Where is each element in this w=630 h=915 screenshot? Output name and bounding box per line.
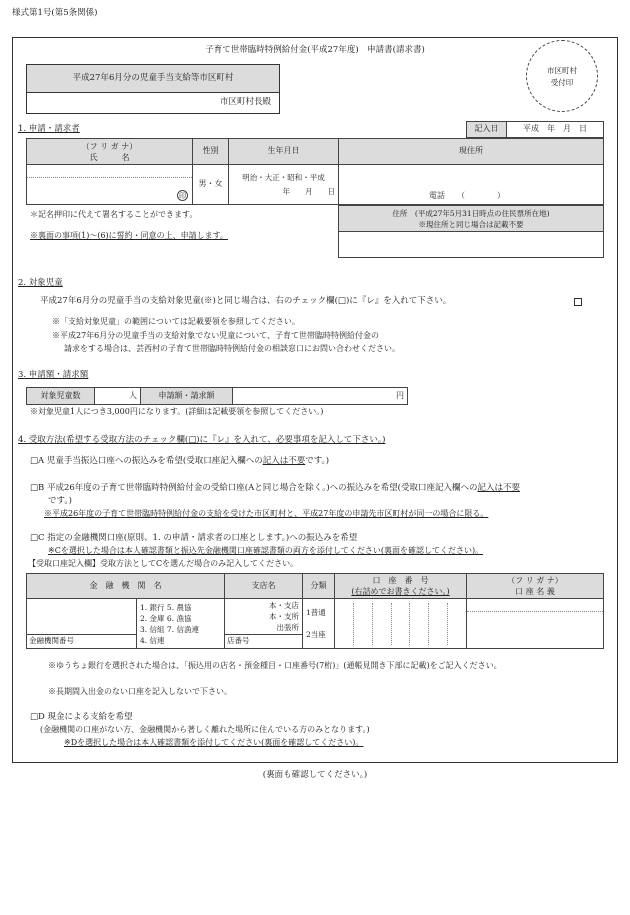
section2-heading: 2. 対象児童	[18, 278, 63, 288]
branch-name-field[interactable]	[225, 599, 303, 635]
section4-heading: 4. 受取方法(希望する受取方法のチェック欄(□)に『レ』を入れて、必要事項を記入して下さい。)	[18, 435, 386, 445]
option-b[interactable]	[30, 483, 614, 494]
stamp-line2: 受付印	[550, 78, 574, 87]
holder-label: 口 座 名 義	[515, 587, 555, 596]
addressee-box	[26, 64, 280, 114]
option-a-text: □A 児童手当振込口座への振込みを希望(受取口座記入欄への	[30, 456, 263, 466]
section3-heading: 3. 申請額・請求額	[18, 370, 89, 380]
option-a-end: です。)	[305, 456, 330, 466]
document-title: 子育て世帯臨時特例給付金(平成27年度) 申請書(請求書)	[205, 45, 425, 55]
child-note1: ※「支給対象児童」の範囲については記載要領を参照してください。	[52, 317, 300, 326]
bank-types-3: 3. 信組 7. 信漁連	[140, 624, 199, 634]
residence-header	[339, 206, 604, 232]
account-number-label: 口 座 番 号	[372, 576, 429, 585]
seal-mark: 印	[179, 192, 186, 200]
entry-date-field[interactable]: 平成 年 月 日	[507, 122, 604, 138]
account-number-sub: (右詰めでお書きください。)	[351, 587, 450, 596]
amount-label: 申請額・請求額	[141, 388, 233, 405]
gender-field[interactable]: 男・女	[193, 165, 229, 205]
amount-note: ※対象児童1人につき3,000円になります。(詳細は記載要領を参照してください。)	[30, 407, 324, 416]
bank-name-field[interactable]	[27, 599, 137, 635]
footer-note: (裏面も確認してください。)	[262, 770, 368, 780]
name-header	[27, 139, 193, 165]
account-type-field[interactable]	[303, 599, 335, 649]
branch-types-3: 出張所	[276, 623, 299, 632]
entry-date-label: 記入日	[467, 122, 507, 138]
residence-note: ※現住所と同じ場合は記載不要	[418, 219, 524, 229]
child-same-text: 平成27年6月分の児童手当の支給対象児童(※)と同じ場合は、右のチェック欄(□)に『レ』を入れて下さい。	[40, 296, 452, 306]
stamp-line1: 市区町村	[547, 66, 577, 75]
addressee-org: 平成27年6月分の児童手当支給等市区町村	[27, 65, 279, 93]
bank-name-header: 金 融 機 関 名	[27, 574, 225, 599]
option-d-desc: (金融機関の口座がない方、金融機関から著しく離れた場所に住んでいる方のみとなります。)	[40, 725, 370, 734]
account-number-header	[335, 574, 467, 599]
option-a[interactable]	[30, 456, 329, 467]
branch-types-1: 本・支店	[269, 601, 299, 610]
agree-note: ※裏面の事項(1)～(6)に誓約・同意の上、申請します。	[30, 231, 229, 240]
furigana-label: （フ リ ガ ナ）	[81, 141, 138, 151]
form-number: 様式第1号(第5条関係)	[12, 8, 98, 18]
option-b-underline: 記入は不要	[477, 483, 520, 493]
address-header: 現住所	[339, 139, 604, 165]
option-b-text: □B 平成26年度の子育て世帯臨時特例給付金の受給口座(Aと同じ場合を除く。)への振込みを希望(受取口座記入欄への	[30, 483, 478, 493]
residence-field[interactable]	[339, 232, 604, 258]
type-header: 分類	[303, 574, 335, 599]
child-note2: ※平成27年6月分の児童手当の支給対象でない児童について、子育て世帯臨時特例給付金の	[52, 331, 379, 340]
child-count-field[interactable]: 人	[95, 388, 141, 405]
name-field[interactable]	[27, 165, 193, 205]
holder-header	[467, 574, 604, 599]
yucho-note: ※ゆうちょ銀行を選択された場合は、「振込用の店名・預金種目・口座番号(7桁)」(通帳見開き下部に記載)をご記入ください。	[48, 661, 502, 670]
holder-kana-label: （フ リ ガ ナ）	[507, 576, 563, 585]
account-type-1: 1普通	[306, 607, 326, 617]
option-d-note: ※Dを選択した場合は本人確認書類を添付してください(裏面を確認してください)。	[64, 738, 364, 747]
name-label: 氏 名	[89, 152, 130, 162]
dob-field[interactable]	[229, 165, 339, 205]
option-c-note: ※Cを選択した場合は本人確認書類と振込先金融機関口座確認書類の両方を添付してください(裏面を確認してください)。	[48, 546, 484, 555]
branch-code-field[interactable]: 店番号	[225, 635, 303, 649]
account-type-2: 2当座	[306, 629, 326, 639]
reception-stamp-area	[526, 40, 598, 112]
option-a-underline: 記入は不要	[262, 456, 306, 466]
amount-table	[26, 387, 408, 405]
address-field[interactable]	[339, 165, 604, 205]
applicant-table	[26, 138, 604, 205]
option-d[interactable]: □D 現金による支給を希望	[30, 712, 133, 722]
account-number-field[interactable]	[335, 599, 467, 649]
bank-types-1: 1. 銀行 5. 農協	[140, 602, 192, 612]
account-holder-field[interactable]	[467, 599, 604, 649]
long-term-note: ※長期間入出金のない口座を記入しないで下さい。	[48, 687, 232, 696]
option-b-note: ※平成26年度の子育て世帯臨時特例給付金の支給を受けた市区町村と、平成27年度の申請先市区町村が同一の場合に限る。	[44, 509, 489, 518]
phone-label: 電話 （ ）	[429, 191, 505, 201]
residence-table	[338, 205, 604, 258]
gender-header: 性別	[193, 139, 229, 165]
branch-types-2: 本・支所	[269, 612, 299, 621]
child-note3: 請求をする場合は、芸西村の子育て世帯臨時特例給付金の相談窓口にお問い合わせください。	[64, 344, 400, 353]
bank-types-2: 2. 金庫 6. 漁協	[140, 613, 192, 623]
sign-note: ＊記名押印に代えて署名することができます。	[30, 210, 198, 219]
amount-field[interactable]: 円	[233, 388, 408, 405]
branch-header: 支店名	[225, 574, 303, 599]
bank-code-field[interactable]: 金融機関番号	[27, 635, 137, 649]
option-b-end: です。)	[48, 496, 72, 506]
addressee-head: 市区町村長殿	[219, 97, 271, 107]
bank-types-4: 4. 信連	[140, 635, 165, 645]
dob-ymd: 年 月 日	[282, 186, 335, 196]
bank-type-list	[137, 599, 225, 649]
bank-account-table	[26, 573, 604, 649]
dob-eras: 明治・大正・昭和・平成	[242, 172, 325, 182]
entry-date-table	[466, 121, 604, 138]
child-count-label: 対象児童数	[27, 388, 95, 405]
dob-header: 生年月日	[229, 139, 339, 165]
child-same-checkbox[interactable]	[574, 298, 582, 306]
option-c[interactable]: □C 指定の金融機関口座(原則、1. の申請・請求者の口座とします。)への振込みを希望	[30, 533, 358, 543]
residence-label: 住所 (平成27年5月31日時点の住民票所在地)	[392, 208, 550, 218]
account-section-head: 【受取口座記入欄】受取方法としてCを選んだ場合のみ記入してください。	[28, 559, 299, 568]
section1-heading: 1. 申請・請求者	[18, 124, 80, 134]
